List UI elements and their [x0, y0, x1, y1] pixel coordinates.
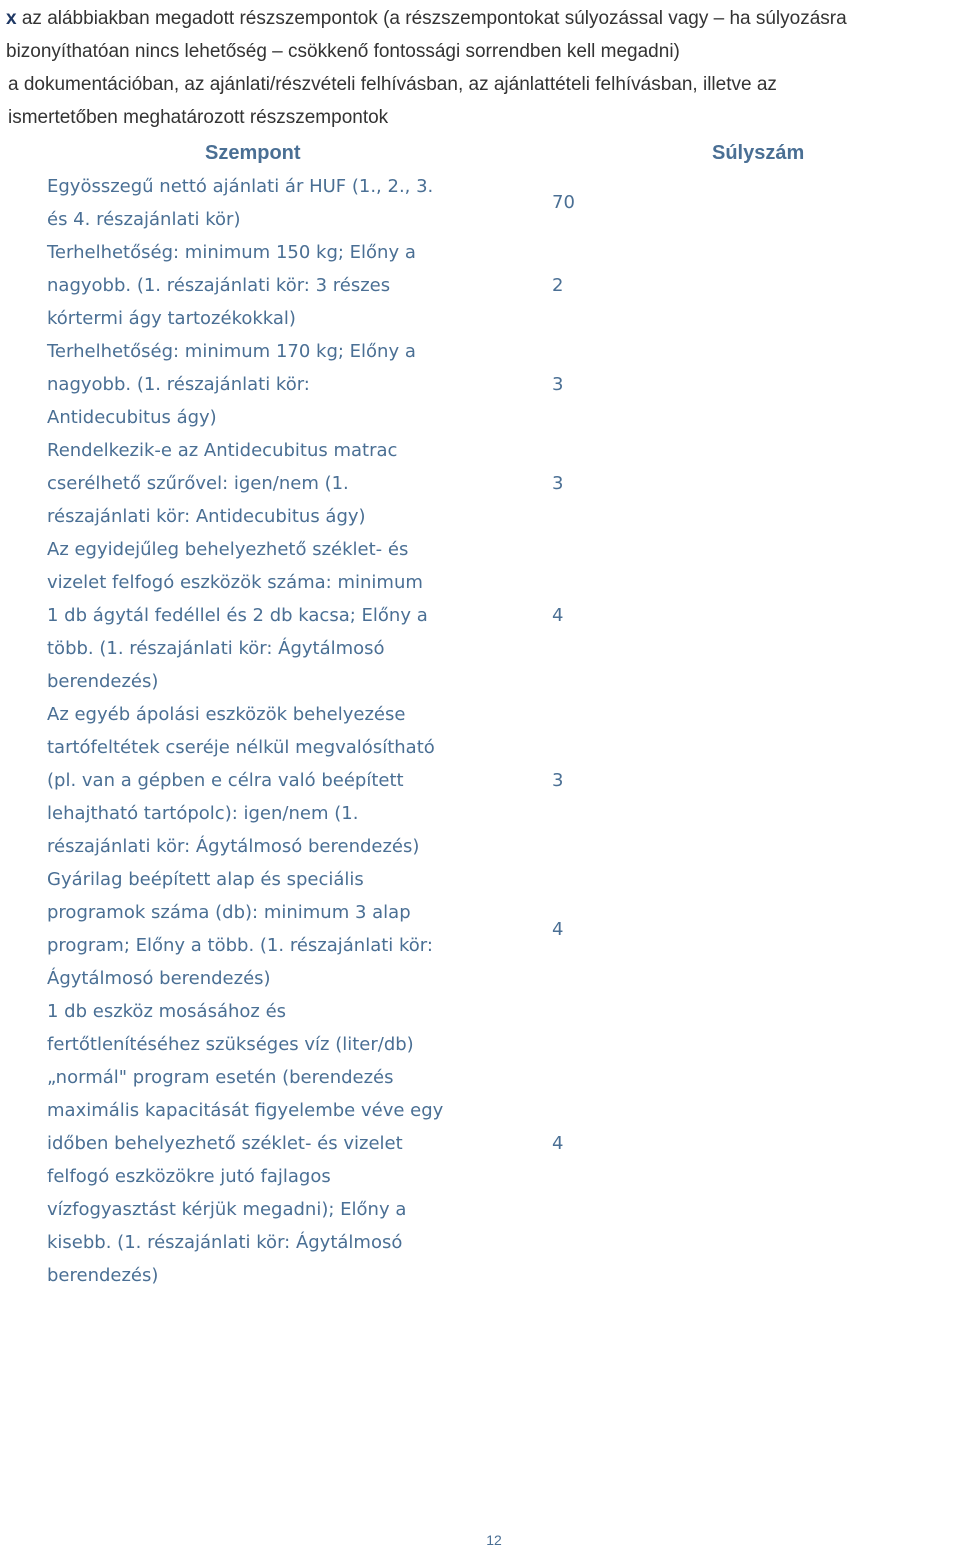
intro-line-1: [6, 2, 954, 68]
weight-value: 3: [552, 770, 564, 791]
weight-value: 2: [552, 275, 564, 296]
weight-value: 3: [552, 473, 564, 494]
criterion-text: Rendelkezik-e az Antidecubitus matrac cserélhető szűrővel: igen/nem (1. részajánlati kör: Antidecubitus ágy): [47, 440, 398, 527]
page-number: 12: [486, 1532, 502, 1548]
weight-value: 3: [552, 374, 564, 395]
criterion-text: 1 db eszköz mosásához és fertőtlenítéséhez szükséges víz (liter/db) „normál" program esetén (berendezés maximális kapacitását figyelembe véve egy időben behelyezhető széklet- és vizelet felfogó eszközökre jutó fajlagos vízfogyasztást kérjük megadni); Előny a kisebb. (1. részajánlati kör: Ágytálmosó berendezés): [47, 1001, 444, 1286]
weight-value: 70: [552, 192, 575, 213]
criterion-text: Az egyidejűleg behelyezhető széklet- és vizelet felfogó eszközök száma: minimum 1 db ágytál fedéllel és 2 db kacsa; Előny a több. (1. részajánlati kör: Ágytálmosó berendezés): [47, 539, 428, 692]
criterion-text: Gyárilag beépített alap és speciális programok száma (db): minimum 3 alap program; Előny a több. (1. részajánlati kör: Ágytálmosó berendezés): [47, 869, 433, 989]
criterion-text: Terhelhetőség: minimum 150 kg; Előny a nagyobb. (1. részajánlati kör: 3 részes kórtermi ágy tartozékokkal): [47, 242, 416, 329]
weight-value: 4: [552, 919, 564, 940]
criterion-text: Az egyéb ápolási eszközök behelyezése tartófeltétek cseréje nélkül megvalósítható (pl. van a gépben e célra való beépített lehajtható tartópolc): igen/nem (1. részajánlati kör: Ágytálmosó berendezés): [47, 704, 435, 857]
intro-line-2: a dokumentációban, az ajánlati/részvételi felhívásban, az ajánlattételi felhívásban, illetve az ismertetőben meghatározott részszempontok: [8, 74, 777, 128]
checkbox-mark: x: [6, 8, 17, 29]
weight-value: 4: [552, 1133, 564, 1154]
criterion-text: Terhelhetőség: minimum 170 kg; Előny a nagyobb. (1. részajánlati kör: Antidecubitus ágy): [47, 341, 416, 428]
header-criterion: Szempont: [205, 142, 301, 164]
intro-line-1-text: az alábbiakban megadott részszempontok (a részszempontokat súlyozással vagy – ha súlyozásra bizonyíthatóan nincs lehetőség – csökkenő fontossági sorrendben kell megadni): [6, 8, 847, 62]
header-weight: Súlyszám: [712, 142, 805, 164]
criterion-text: Egyösszegű nettó ajánlati ár HUF (1., 2., 3. és 4. részajánlati kör): [47, 176, 434, 230]
weight-value: 4: [552, 605, 564, 626]
